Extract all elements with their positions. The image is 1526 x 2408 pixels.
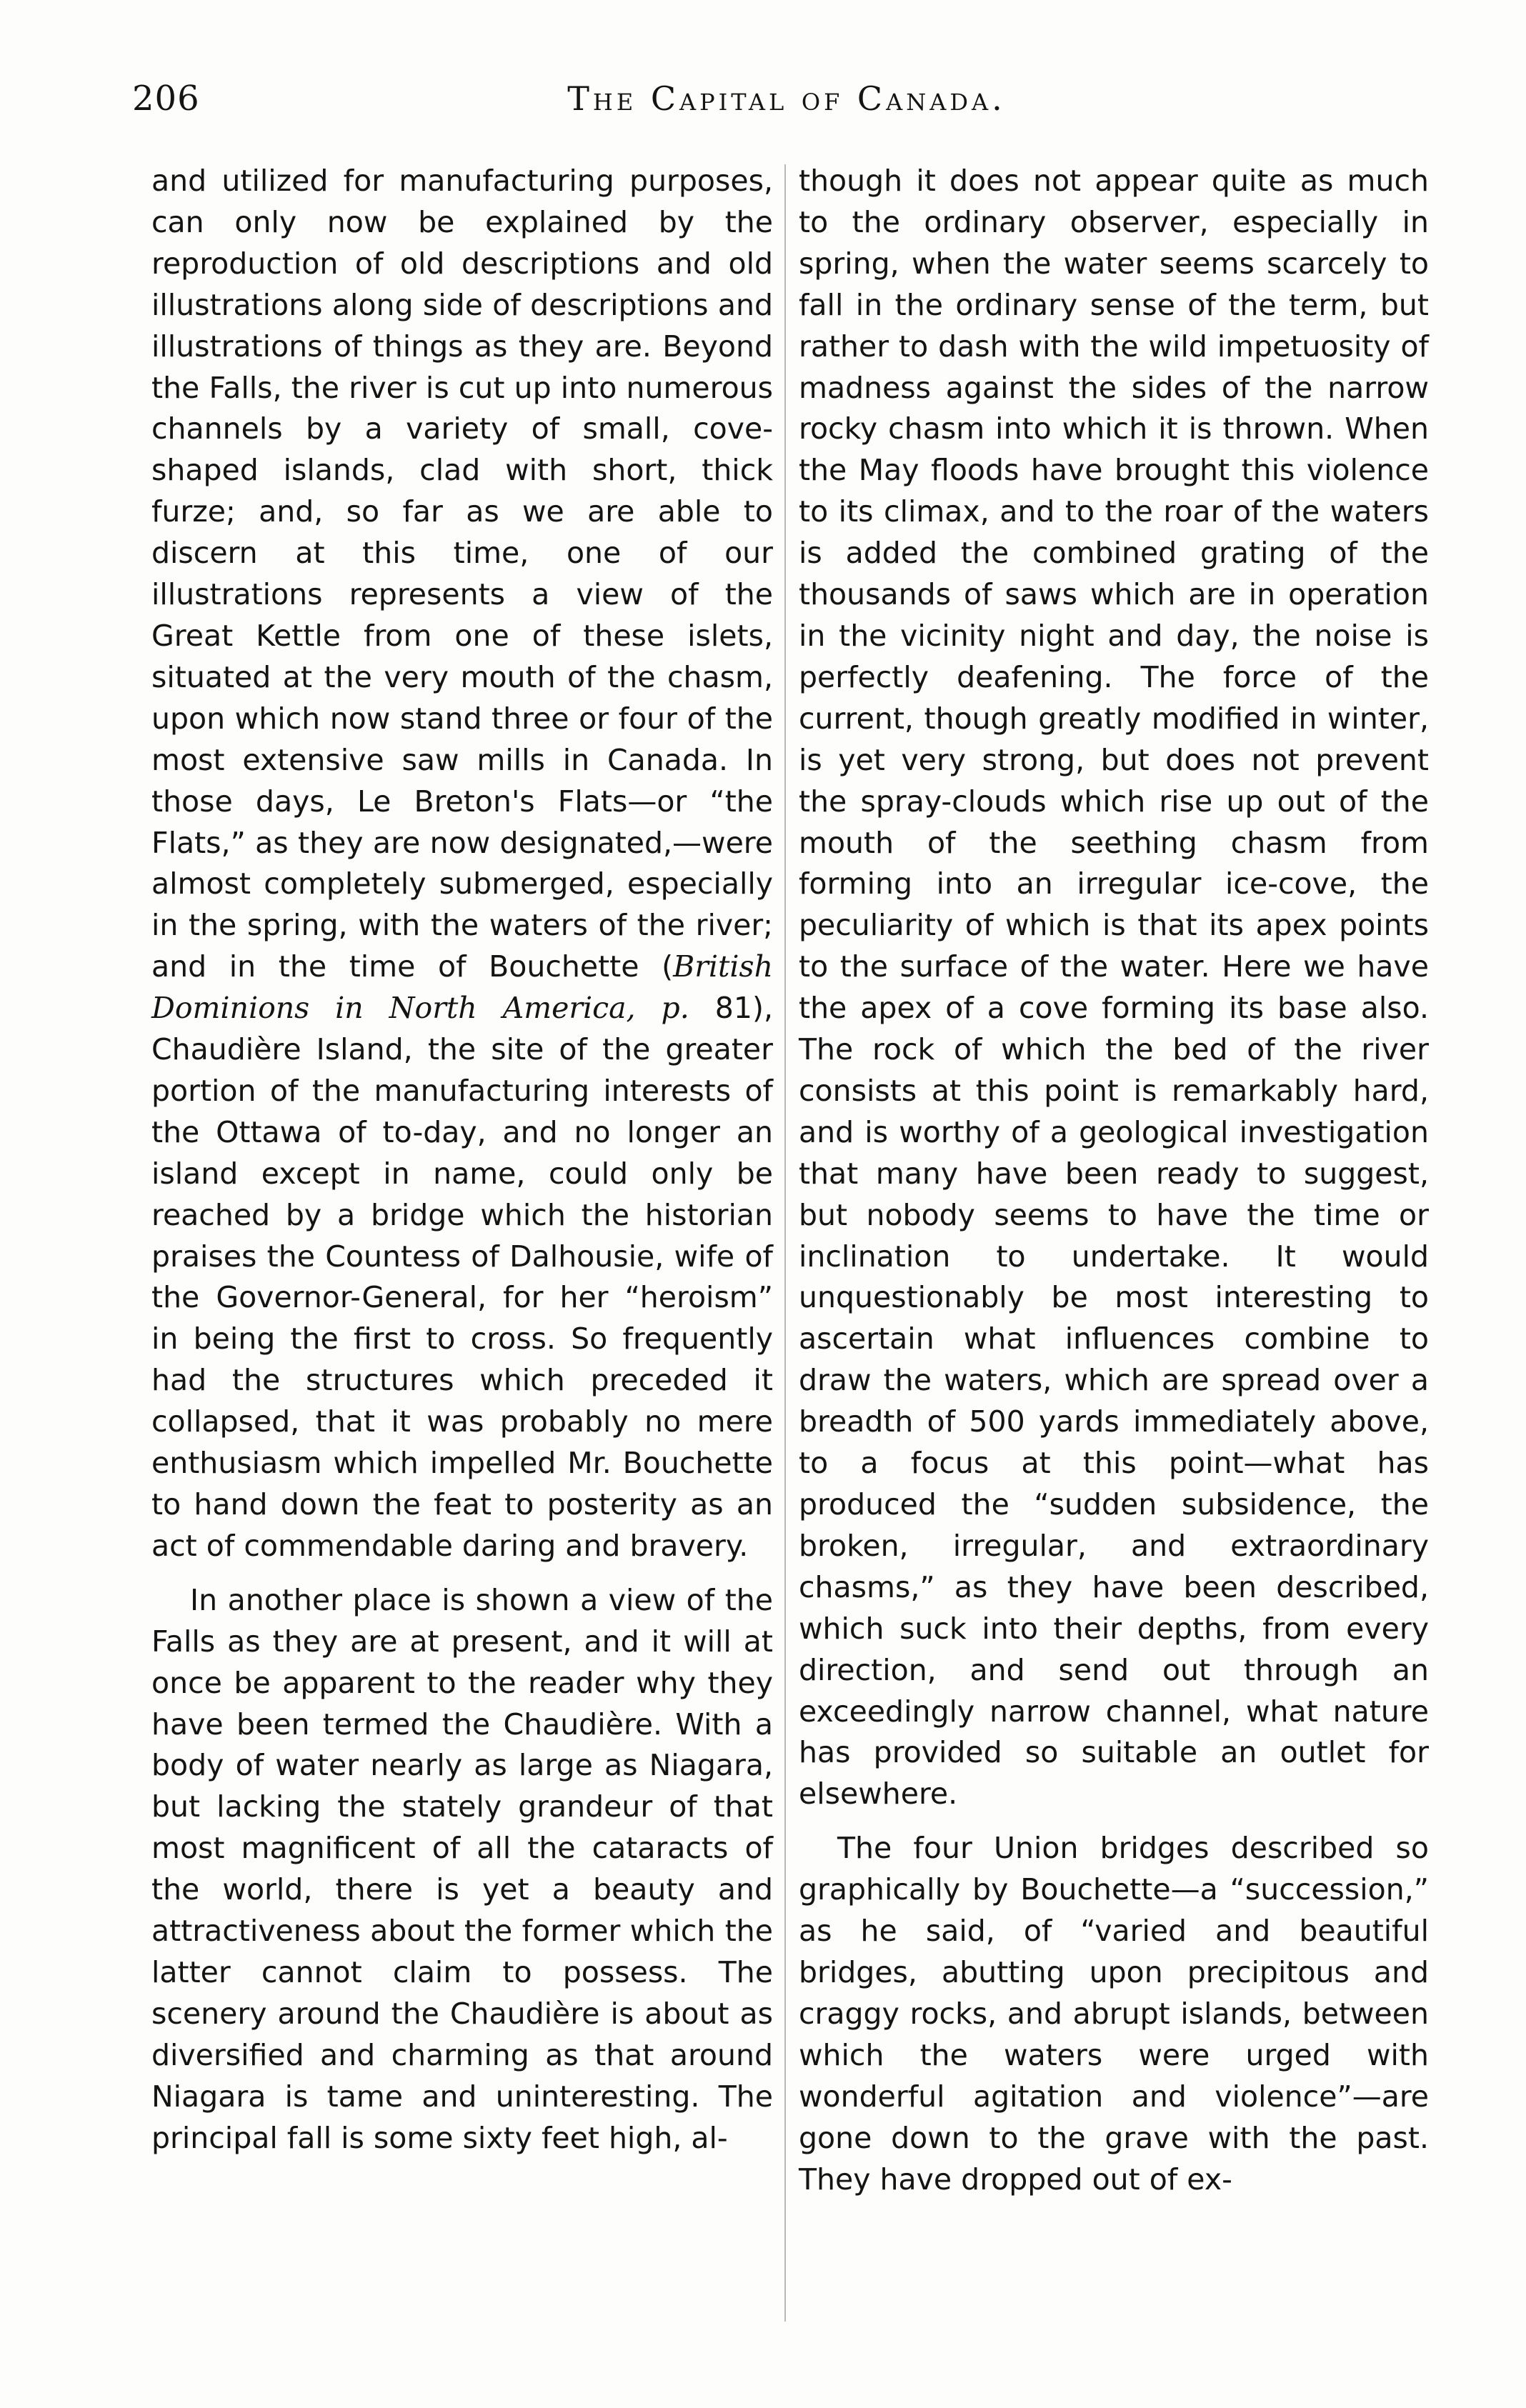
left-paragraph-1-citation: British Dominions in North America, p. <box>151 949 773 1026</box>
running-head: The Capital of Canada. <box>567 79 1006 118</box>
left-column <box>151 161 773 2159</box>
left-paragraph-2: In another place is shown a view of the Falls as they are at present, and it will at once be apparent to the reader why they have been termed the Chaudière. With a body of water nearly as large as Niagara, but lacking the stately grandeur of that most magnificent of all the cataracts of the world, there is yet a beauty and attractiveness about the former which the latter cannot claim to possess. The scenery around the Chaudière is about as diversified and charming as that around Niagara is tame and uninteresting. The principal fall is some sixty feet high, al- <box>151 1582 773 2155</box>
left-paragraph-1 <box>151 161 773 1567</box>
left-paragraph-1-text-a: and utilized for manufacturing purposes, can only now be explained by the reproduction of old descriptions and old illustrations along side of descriptions and illustrations of things as they are. Beyond the Falls, the river is cut up into numerous channels by a variety of small, cove-shaped islands, clad with short, thick furze; and, so far as we are able to discern at this time, one of our illustrations represents a view of the Great Kettle from one of these islets, situated at the very mouth of the chasm, upon which now stand three or four of the most extensive saw mills in Canada. In those days, Le Breton's Flats—or “the Flats,” as they are now designated,—were almost completely submerged, especially in the spring, with the waters of the river; and in the time of Bouchette ( <box>151 164 773 984</box>
left-paragraph-1-text-b: 81), Chaudière Island, the site of the greater portion of the manufacturing interests of the Ottawa of to-day, and no longer an island except in name, could only be reached by a bridge which the historian praises the Countess of Dalhousie, wife of the Governor-General, for her “heroism” in being the first to cross. So frequently had the structures which preceded it collapsed, that it was probably no mere enthusiasm which impelled Mr. Bouchette to hand down the feat to posterity as an act of commendable daring and bravery. <box>151 991 773 1563</box>
right-paragraph-1: though it does not appear quite as much to the ordinary observer, especially in spring, when the water seems scarcely to fall in the ordinary sense of the term, but rather to dash with the wild impetuosity of madness against the sides of the narrow rocky chasm into which it is thrown. When the May floods have brought this violence to its climax, and to the roar of the waters is added the combined grating of the thousands of saws which are in operation in the vicinity night and day, the noise is perfectly deafening. The force of the current, though greatly modified in winter, is yet very strong, but does not prevent the spray-clouds which rise up out of the mouth of the seething chasm from forming into an irregular ice-cove, the peculiarity of which is that its apex points to the surface of the water. Here we have the apex of a cove forming its base also. The rock of which the bed of the river consists at this point is remarkably hard, and is worthy of a geological investigation that many have been ready to suggest, but nobody seems to have the time or inclination to undertake. It would unquestionably be most interesting to ascertain what influences combine to draw the waters, which are spread over a breadth of 500 yards immediately above, to a focus at this point—what has produced the “sudden subsidence, the broken, irregular, and extraordinary chasms,” as they have been described, which suck into their depths, from every direction, and send out through an exceedingly narrow channel, what nature has provided so suitable an outlet for elsewhere. <box>799 164 1429 1812</box>
right-paragraph-2: The four Union bridges described so graphically by Bouchette—a “succession,” as he said, of “varied and beautiful bridges, abutting upon precipitous and craggy rocks, and abrupt islands, between which the waters were urged with wonderful agitation and violence”—are gone down to the grave with the past. They have dropped out of ex- <box>799 1831 1429 2197</box>
page-header <box>132 77 1441 127</box>
column-divider <box>784 164 786 2322</box>
right-column <box>799 161 1429 2200</box>
page-number: 206 <box>132 79 200 119</box>
